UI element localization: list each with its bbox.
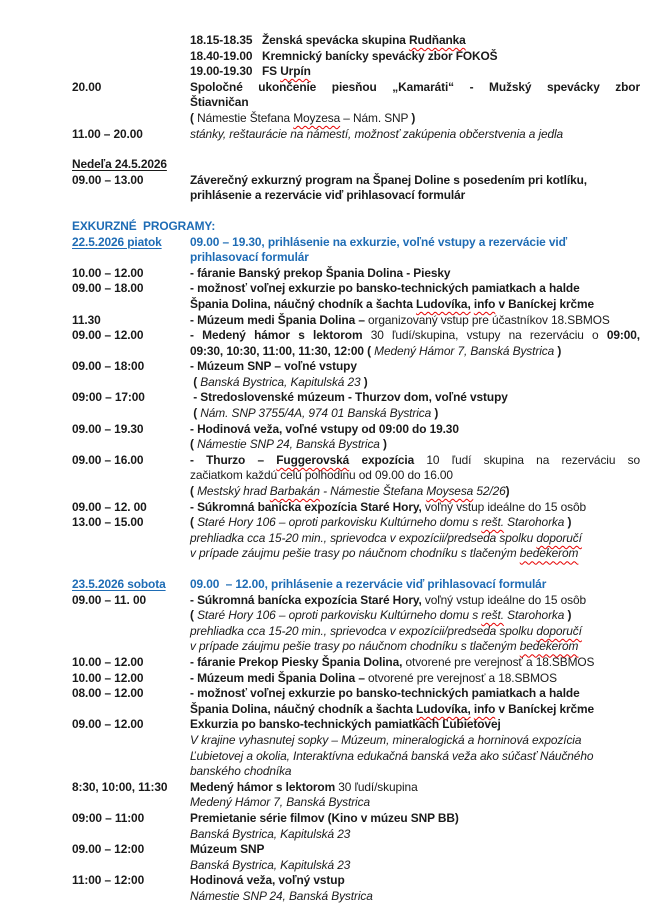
text-segment: 09:00 – 11:00 <box>72 810 145 825</box>
description-cell <box>190 702 640 718</box>
time-cell <box>72 157 190 173</box>
text-segment: Námestie SNP 24, Banská Bystrica <box>197 437 384 452</box>
time-cell <box>72 297 190 313</box>
text-segment: ( <box>190 374 201 389</box>
text-segment: 10.00 – 12.00 <box>72 654 144 669</box>
text-segment: doporučí <box>536 623 582 638</box>
text-segment: 09.00 – 12.00, prihlásenie a rezervácie viď prihlasovací formulár <box>190 577 547 591</box>
description-cell <box>190 593 640 609</box>
text-segment: - Múzeum medi Špania Dolina – <box>190 312 369 327</box>
text-segment: 09.00 – 12:00 <box>72 842 145 857</box>
text-segment: Nedeľa 24.5.2026 <box>72 157 167 172</box>
time-cell <box>72 795 190 811</box>
text-segment: - Súkromná banícka expozícia Staré Hory, <box>190 499 425 514</box>
schedule-row <box>72 686 642 702</box>
text-segment: otvorené pre verejnosť a 18.SBMOS <box>368 670 557 685</box>
text-segment: ( <box>190 608 198 623</box>
description-cell <box>190 390 640 406</box>
text-segment: ) <box>411 110 416 125</box>
time-cell <box>72 49 190 65</box>
text-segment: 52/26 <box>473 484 506 499</box>
text-segment: Múzeum SNP <box>190 842 265 857</box>
schedule-row <box>72 64 642 80</box>
schedule-row <box>72 375 642 391</box>
schedule-row <box>72 127 642 143</box>
text-segment: v Baníckej krčme <box>495 296 595 311</box>
description-cell <box>190 344 640 360</box>
time-cell <box>72 858 190 874</box>
schedule-row <box>72 515 642 531</box>
text-segment: prehliadka cca 15-20 min., sprievodca v expozícii/predseda spolku <box>190 530 537 545</box>
text-segment: 09.00 – 16.00 <box>72 452 144 467</box>
text-segment: info <box>473 296 496 311</box>
text-segment: 09:00, <box>606 328 640 343</box>
description-cell <box>190 359 640 375</box>
time-cell <box>72 173 190 189</box>
text-segment: doporučí <box>536 530 582 545</box>
description-cell <box>190 157 640 173</box>
time-cell <box>72 437 190 453</box>
text-segment: expozícia <box>349 452 427 467</box>
time-cell <box>72 655 190 671</box>
time-cell <box>72 468 190 484</box>
description-cell <box>190 95 640 111</box>
text-segment: Moyzesa <box>293 110 341 125</box>
text-segment: - Thurzo – <box>190 452 277 467</box>
schedule-row <box>72 702 642 718</box>
text-segment: 08.00 – 12.00 <box>72 686 144 701</box>
schedule-row <box>72 889 642 905</box>
description-cell <box>190 889 640 905</box>
text-segment: 19.00-19.30 FS <box>190 64 281 79</box>
text-segment: ) <box>567 515 572 530</box>
text-segment: v prípade záujmu pešie trasy po náučnom chodníku s tlačeným <box>190 639 520 654</box>
text-segment: Námestie Štefana <box>197 110 294 125</box>
schedule-row <box>72 827 642 843</box>
description-cell <box>190 281 640 297</box>
time-cell <box>72 33 190 49</box>
schedule-row <box>72 453 642 469</box>
text-segment: V krajine vyhasnutej sopky – Múzeum, mineralogická a horninová expozícia <box>190 732 582 747</box>
description-cell <box>190 297 640 313</box>
time-cell <box>72 359 190 375</box>
time-cell <box>72 64 190 80</box>
text-segment: 09.00 – 12.00 <box>72 717 144 732</box>
time-cell <box>72 842 190 858</box>
text-segment: Špania Dolina, náučný chodník a šachta <box>190 296 417 311</box>
description-cell <box>190 671 640 687</box>
schedule-row <box>72 422 642 438</box>
schedule-row <box>72 235 642 251</box>
text-segment: Medený hámor s lektorom <box>190 779 339 794</box>
time-cell <box>72 733 190 749</box>
text-segment: ( <box>190 406 201 421</box>
description-cell <box>190 80 640 96</box>
schedule-row <box>72 780 642 796</box>
time-cell <box>72 344 190 360</box>
text-segment: - Hodinová veža, voľné vstupy od 09:00 do 19.30 <box>190 421 459 436</box>
text-segment: ( <box>190 437 198 452</box>
time-cell <box>72 686 190 702</box>
text-segment: 09.00 – 19.30, prihlásenie na exkurzie, voľné vstupy a rezervácie viď <box>190 234 568 249</box>
schedule-row <box>72 655 642 671</box>
description-cell <box>190 624 640 640</box>
description-cell <box>190 235 640 251</box>
text-segment: organizovaný vstup pre účastníkov 18.SBMOS <box>368 312 610 327</box>
time-cell <box>72 827 190 843</box>
schedule-row <box>72 764 642 780</box>
schedule-row <box>72 219 642 235</box>
schedule-row <box>72 531 642 547</box>
text-segment: 09.00 – 12. 00 <box>72 499 147 514</box>
text-segment: ) <box>505 484 510 499</box>
schedule-row <box>72 344 642 360</box>
text-segment: 18.40-19.00 Kremnický banícky spevácky zbor FOKOŠ <box>190 48 498 63</box>
time-cell <box>72 266 190 282</box>
text-segment: Urpín <box>280 64 311 79</box>
schedule-row <box>72 733 642 749</box>
text-segment: Moysesa <box>426 484 474 499</box>
description-cell <box>190 780 640 796</box>
text-segment: ( <box>190 484 198 499</box>
time-cell <box>72 375 190 391</box>
time-cell <box>72 188 190 204</box>
schedule-row <box>72 546 642 562</box>
text-segment: ) <box>567 608 572 623</box>
text-segment: prehliadka cca 15-20 min., sprievodca v expozícii/predseda spolku <box>190 623 537 638</box>
text-segment: Mestský hrad <box>197 484 270 499</box>
schedule-row <box>72 157 642 173</box>
text-segment: rešt. <box>481 515 504 530</box>
text-segment: Exkurzia po bansko-technických pamiatkach Ľubietovej <box>190 717 501 732</box>
time-cell <box>72 111 190 127</box>
text-segment: - Múzeum SNP – voľné vstupy <box>190 359 357 374</box>
time-cell <box>72 702 190 718</box>
description-cell <box>190 795 640 811</box>
text-segment: Fuggerovská <box>276 452 350 467</box>
time-cell <box>72 484 190 500</box>
text-segment: Starohorka <box>503 515 568 530</box>
time-cell <box>72 608 190 624</box>
time-cell <box>72 235 190 251</box>
time-cell <box>72 219 215 235</box>
text-segment: Námestie SNP 24, Banská Bystrica <box>190 888 373 903</box>
text-segment: prihlásenie a rezervácie viď prihlasovací formulár <box>190 188 466 203</box>
text-segment: ) <box>363 374 368 389</box>
time-cell <box>72 500 190 516</box>
text-segment: 10 ľudí skupina na rezerváciu so <box>426 452 640 467</box>
description-cell <box>190 375 640 391</box>
text-segment: Medený Hámor 7, Banská Bystrica <box>374 343 558 358</box>
text-segment: ( <box>190 515 198 530</box>
schedule-row <box>72 359 642 375</box>
text-segment: 30 ľudí/skupina, vstupy na rezerváciu o <box>370 328 607 343</box>
time-cell <box>72 515 190 531</box>
text-segment: otvorené pre verejnosť a 18.SBMOS <box>405 654 595 669</box>
time-cell <box>72 889 190 905</box>
schedule <box>72 33 642 904</box>
text-segment: 09.00 – 13.00 <box>72 172 144 187</box>
text-segment: – Nám. SNP <box>340 110 412 125</box>
time-cell <box>72 281 190 297</box>
description-cell <box>190 453 640 469</box>
text-segment: rešt. <box>481 608 504 623</box>
schedule-row <box>72 639 642 655</box>
time-cell <box>72 749 190 765</box>
text-segment: - Stredoslovenské múzeum - Thurzov dom, voľné vstupy <box>190 390 508 405</box>
text-segment: Ľubietovej a okolia, Interaktívna edukačná banská veža ako súčasť Náučného <box>190 748 594 763</box>
description-cell <box>190 328 640 344</box>
time-cell <box>72 80 190 96</box>
schedule-row <box>72 111 642 127</box>
description-cell <box>190 655 640 671</box>
schedule-row <box>72 842 642 858</box>
text-segment: Štiavničan <box>190 95 249 110</box>
description-cell <box>190 500 640 516</box>
text-segment: začiatkom každú celú polhodinu od 09.00 do 16.00 <box>190 468 453 483</box>
text-segment: banského chodníka <box>190 764 292 779</box>
schedule-row <box>72 297 642 313</box>
text-segment: Premietanie série filmov (Kino v múzeu SNP BB) <box>190 810 459 825</box>
text-segment: 13.00 – 15.00 <box>72 515 144 530</box>
text-segment: 18.15-18.35 Ženská spevácka skupina <box>190 33 409 47</box>
description-cell <box>190 437 640 453</box>
schedule-row <box>72 873 642 889</box>
time-cell <box>72 717 190 733</box>
text-segment: Medený Hámor 7, Banská Bystrica <box>190 795 370 810</box>
schedule-row <box>72 624 642 640</box>
time-cell <box>72 639 190 655</box>
text-segment: Spoločné ukončenie piesňou „Kamaráti“ - Mužský spevácky zbor <box>190 79 640 94</box>
description-cell <box>190 639 640 655</box>
text-segment: 09:30, 10:30, 11:00, 11:30, 12:00 ( <box>190 343 375 358</box>
time-cell <box>72 593 190 609</box>
schedule-row <box>72 500 642 516</box>
schedule-row <box>72 671 642 687</box>
text-segment: - fáranie Banský prekop Špania Dolina - Piesky <box>190 265 451 280</box>
text-segment: Staré Hory 106 – oproti parkovisku Kultúrneho domu s <box>197 515 482 530</box>
time-cell <box>72 531 190 547</box>
description-cell <box>190 173 640 189</box>
description-cell <box>215 219 642 235</box>
text-segment: 09.00 – 18.00 <box>72 281 144 296</box>
schedule-row <box>72 80 642 96</box>
text-segment: Nám. SNP 3755/4A, 974 01 Banská Bystrica <box>200 406 435 421</box>
time-cell <box>72 127 190 143</box>
time-cell <box>72 328 190 344</box>
description-cell <box>190 749 640 765</box>
time-cell <box>72 811 190 827</box>
text-segment: Záverečný exkurzný program na Španej Doline s posedením pri kotlíku, <box>190 172 587 187</box>
description-cell <box>190 733 640 749</box>
schedule-row <box>72 717 642 733</box>
description-cell <box>190 422 640 438</box>
text-segment: stánky, reštaurácie na námestí, možnosť zakúpenia občerstvenia a jedla <box>190 126 564 141</box>
text-segment: - Námestie Štefana <box>319 484 427 499</box>
description-cell <box>190 515 640 531</box>
schedule-row <box>72 328 642 344</box>
description-cell <box>190 827 640 843</box>
text-segment: 09:00 – 17:00 <box>72 390 145 405</box>
text-segment: 09.00 – 18:00 <box>72 359 145 374</box>
text-segment: - fáranie Prekop Piesky Špania Dolina, <box>190 654 406 669</box>
text-segment: 11:00 – 12:00 <box>72 873 145 888</box>
text-segment: 11.00 – 20.00 <box>72 126 143 141</box>
time-cell <box>72 764 190 780</box>
description-cell <box>190 406 640 422</box>
text-segment: 10.00 – 12.00 <box>72 670 144 685</box>
text-segment: Banská Bystrica, Kapitulská 23 <box>190 857 351 872</box>
time-cell <box>72 95 190 111</box>
text-segment: Barbakán <box>269 484 320 499</box>
time-cell <box>72 250 190 266</box>
description-cell <box>190 484 640 500</box>
time-cell <box>72 780 190 796</box>
text-segment: voľný vstup ideálne do 15 osôb <box>424 499 587 514</box>
schedule-row <box>72 390 642 406</box>
time-cell <box>72 671 190 687</box>
text-segment: ) <box>557 343 562 358</box>
description-cell <box>190 686 640 702</box>
text-segment: voľný vstup ideálne do 15 osôb <box>424 592 587 607</box>
text-segment: 22.5.2026 piatok <box>72 234 162 249</box>
description-cell <box>190 49 640 65</box>
description-cell <box>190 577 640 593</box>
text-segment: info <box>473 701 496 716</box>
description-cell <box>190 313 640 329</box>
text-segment: Starohorka <box>503 608 568 623</box>
time-cell <box>72 390 190 406</box>
text-segment: 11.30 <box>72 312 101 327</box>
schedule-row <box>72 49 642 65</box>
description-cell <box>190 608 640 624</box>
description-cell <box>190 33 640 49</box>
description-cell <box>190 266 640 282</box>
text-segment: 09.00 – 12.00 <box>72 328 144 343</box>
description-cell <box>190 873 640 889</box>
schedule-row <box>72 795 642 811</box>
text-segment: ( <box>190 110 198 125</box>
text-segment: ) <box>434 406 439 421</box>
schedule-row <box>72 608 642 624</box>
schedule-row <box>72 468 642 484</box>
schedule-row <box>72 281 642 297</box>
schedule-row <box>72 406 642 422</box>
schedule-row <box>72 266 642 282</box>
text-segment: Ludovíka, <box>416 701 471 716</box>
time-cell <box>72 453 190 469</box>
schedule-row <box>72 173 642 189</box>
text-segment: Banská Bystrica, Kapitulská 23 <box>190 826 351 841</box>
description-cell <box>190 842 640 858</box>
description-cell <box>190 531 640 547</box>
time-cell <box>72 422 190 438</box>
schedule-row <box>72 577 642 593</box>
text-segment: - Múzeum medi Špania Dolina – <box>190 670 369 685</box>
time-cell <box>72 873 190 889</box>
text-segment: v prípade záujmu pešie trasy po náučnom chodníku s tlačeným <box>190 546 520 561</box>
text-segment: - možnosť voľnej exkurzie po bansko-technických pamiatkach a halde <box>190 281 580 296</box>
description-cell <box>190 468 640 484</box>
description-cell <box>190 717 640 733</box>
schedule-row <box>72 250 642 266</box>
time-cell <box>72 313 190 329</box>
text-segment: bedekerom <box>519 639 579 654</box>
text-segment: bedekerom <box>519 546 579 561</box>
schedule-row <box>72 811 642 827</box>
time-cell <box>72 406 190 422</box>
text-segment: 30 ľudí/skupina <box>338 779 418 794</box>
text-segment: - možnosť voľnej exkurzie po bansko-technických pamiatkach a halde <box>190 686 580 701</box>
description-cell <box>190 858 640 874</box>
description-cell <box>190 127 640 143</box>
text-segment: - Medený hámor s lektorom <box>190 328 371 343</box>
time-cell <box>72 546 190 562</box>
schedule-row <box>72 33 642 49</box>
text-segment: EXKURZNÉ PROGRAMY: <box>72 218 216 233</box>
description-cell <box>190 764 640 780</box>
schedule-row <box>72 95 642 111</box>
description-cell <box>190 111 640 127</box>
description-cell <box>190 546 640 562</box>
text-segment: Staré Hory 106 – oproti parkovisku Kultúrneho domu s <box>197 608 482 623</box>
text-segment: Ludovíka, <box>416 296 471 311</box>
text-segment: 8:30, 10:00, 11:30 <box>72 779 168 794</box>
schedule-row <box>72 188 642 204</box>
schedule-row <box>72 313 642 329</box>
description-cell <box>190 188 640 204</box>
text-segment: Špania Dolina, náučný chodník a šachta <box>190 701 417 716</box>
text-segment: prihlasovací formulár <box>190 250 309 265</box>
schedule-row <box>72 593 642 609</box>
time-cell <box>72 624 190 640</box>
description-cell <box>190 64 640 80</box>
text-segment: v Baníckej krčme <box>495 701 595 716</box>
text-segment: 09.00 – 11. 00 <box>72 592 146 607</box>
text-segment: - Súkromná banícka expozícia Staré Hory, <box>190 592 425 607</box>
schedule-row <box>72 858 642 874</box>
text-segment: Banská Bystrica, Kapitulská 23 <box>200 374 364 389</box>
description-cell <box>190 811 640 827</box>
schedule-row <box>72 749 642 765</box>
text-segment: 23.5.2026 sobota <box>72 577 166 591</box>
text-segment: 20.00 <box>72 79 102 94</box>
schedule-row <box>72 484 642 500</box>
time-cell <box>72 577 190 593</box>
description-cell <box>190 250 640 266</box>
text-segment: Rudňanka <box>408 33 466 47</box>
text-segment: 10.00 – 12.00 <box>72 265 144 280</box>
text-segment: ) <box>383 437 387 452</box>
text-segment: 09.00 – 19.30 <box>72 421 144 436</box>
text-segment: Hodinová veža, voľný vstup <box>190 873 345 888</box>
schedule-row <box>72 437 642 453</box>
